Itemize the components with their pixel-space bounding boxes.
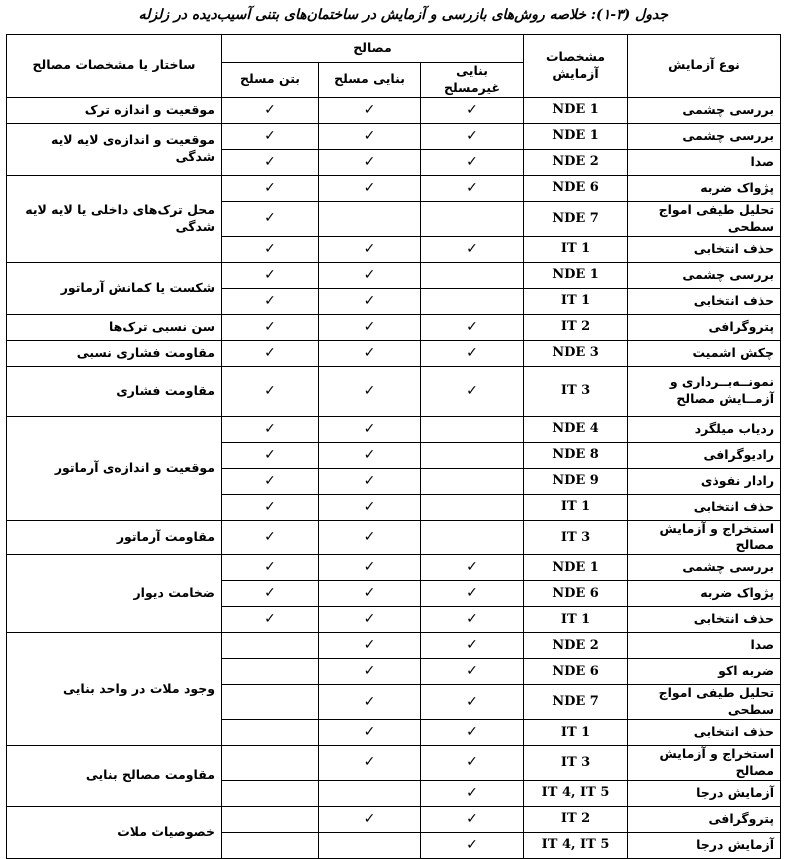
unreinforced-check-cell <box>421 123 524 149</box>
check-icon: ✓ <box>466 836 478 853</box>
table-row <box>7 175 781 201</box>
test-name-cell: بررسی چشمی <box>628 97 781 123</box>
test-spec-cell: NDE 7 <box>524 685 628 720</box>
test-spec-cell: NDE 6 <box>524 581 628 607</box>
test-name-cell: بررسی چشمی <box>628 555 781 581</box>
header-materials: مصالح <box>222 35 524 63</box>
check-icon: ✓ <box>466 559 478 576</box>
concrete-check-cell <box>222 288 319 314</box>
check-icon: ✓ <box>363 292 376 309</box>
check-icon: ✓ <box>264 179 276 196</box>
concrete-check-cell <box>222 581 319 607</box>
concrete-check-cell <box>222 123 319 149</box>
concrete-check-cell <box>222 607 319 633</box>
test-name-cell: تحلیل طیفی امواج سطحی <box>628 685 781 720</box>
test-spec-cell: IT 3 <box>524 746 628 781</box>
test-spec-cell: NDE 6 <box>524 659 628 685</box>
check-icon: ✓ <box>363 637 376 654</box>
test-spec-cell: IT 3 <box>524 520 628 555</box>
check-icon: ✓ <box>466 153 478 170</box>
unreinforced-check-cell <box>421 175 524 201</box>
concrete-check-cell <box>222 314 319 340</box>
test-spec-cell: NDE 1 <box>524 123 628 149</box>
check-icon: ✓ <box>363 153 376 170</box>
check-icon: ✓ <box>264 528 276 545</box>
test-spec-cell: NDE 3 <box>524 340 628 366</box>
test-name-cell: نمونــه‌بــرداری و آزمــایش مصالح <box>628 366 781 416</box>
header-reinforced-masonry: بنایی مسلح <box>319 63 421 98</box>
table-row <box>7 555 781 581</box>
unreinforced-check-cell <box>421 340 524 366</box>
masonry-check-cell <box>319 607 421 633</box>
masonry-check-cell <box>319 416 421 442</box>
check-icon: ✓ <box>363 318 376 335</box>
masonry-check-cell <box>319 314 421 340</box>
check-icon: ✓ <box>466 810 478 827</box>
test-name-cell: استخراج و آزمایش مصالح <box>628 520 781 555</box>
unreinforced-check-cell <box>421 314 524 340</box>
test-name-cell: آزمایش درجا <box>628 832 781 858</box>
check-icon: ✓ <box>363 240 376 257</box>
unreinforced-check-cell <box>421 659 524 685</box>
concrete-check-cell <box>222 720 319 746</box>
property-cell: سن نسبی ترک‌ها <box>7 314 222 340</box>
table-row <box>7 633 781 659</box>
table-row <box>7 340 781 366</box>
masonry-check-cell <box>319 780 421 806</box>
check-icon: ✓ <box>264 498 276 515</box>
property-cell: مقاومت آرماتور <box>7 520 222 555</box>
concrete-check-cell <box>222 746 319 781</box>
concrete-check-cell <box>222 520 319 555</box>
check-icon: ✓ <box>264 240 276 257</box>
test-name-cell: پژواک ضربه <box>628 175 781 201</box>
property-cell: موقعیت و اندازه‌ی لایه لایه شدگی <box>7 123 222 175</box>
check-icon: ✓ <box>466 754 478 771</box>
table-row <box>7 314 781 340</box>
masonry-check-cell <box>319 520 421 555</box>
masonry-check-cell <box>319 659 421 685</box>
test-spec-cell: IT 1 <box>524 288 628 314</box>
check-icon: ✓ <box>466 663 478 680</box>
test-name-cell: حذف انتخابی <box>628 288 781 314</box>
concrete-check-cell <box>222 468 319 494</box>
test-name-cell: پژواک ضربه <box>628 581 781 607</box>
check-icon: ✓ <box>264 318 276 335</box>
test-spec-cell: NDE 8 <box>524 442 628 468</box>
test-spec-cell: IT 3 <box>524 366 628 416</box>
table-row <box>7 520 781 555</box>
test-spec-cell: IT 2 <box>524 806 628 832</box>
check-icon: ✓ <box>264 153 276 170</box>
table-row <box>7 746 781 781</box>
check-icon: ✓ <box>363 724 376 741</box>
property-cell: خصوصیات ملات <box>7 806 222 858</box>
header-property: ساختار یا مشخصات مصالح <box>7 35 222 98</box>
test-name-cell: صدا <box>628 149 781 175</box>
header-unreinforced-masonry: بنایی غیرمسلح <box>421 63 524 98</box>
unreinforced-check-cell <box>421 685 524 720</box>
concrete-check-cell <box>222 685 319 720</box>
check-icon: ✓ <box>466 101 478 118</box>
test-spec-cell: IT 4, IT 5 <box>524 832 628 858</box>
check-icon: ✓ <box>466 382 478 399</box>
unreinforced-check-cell <box>421 806 524 832</box>
masonry-check-cell <box>319 468 421 494</box>
check-icon: ✓ <box>264 420 276 437</box>
check-icon: ✓ <box>466 724 478 741</box>
unreinforced-check-cell <box>421 581 524 607</box>
concrete-check-cell <box>222 236 319 262</box>
test-name-cell: تحلیل طیفی امواج سطحی <box>628 201 781 236</box>
masonry-check-cell <box>319 746 421 781</box>
property-cell: وجود ملات در واحد بنایی <box>7 633 222 746</box>
check-icon: ✓ <box>466 784 478 801</box>
check-icon: ✓ <box>466 127 478 144</box>
concrete-check-cell <box>222 633 319 659</box>
property-cell: مقاومت فشاری <box>7 366 222 416</box>
concrete-check-cell <box>222 832 319 858</box>
check-icon: ✓ <box>264 585 276 602</box>
unreinforced-check-cell <box>421 555 524 581</box>
property-cell: شکست یا کمانش آرماتور <box>7 262 222 314</box>
concrete-check-cell <box>222 340 319 366</box>
test-spec-cell: IT 1 <box>524 720 628 746</box>
check-icon: ✓ <box>363 754 376 771</box>
concrete-check-cell <box>222 659 319 685</box>
check-icon: ✓ <box>363 344 376 361</box>
check-icon: ✓ <box>466 637 478 654</box>
check-icon: ✓ <box>363 382 376 399</box>
check-icon: ✓ <box>363 585 376 602</box>
test-name-cell: رادار نفوذی <box>628 468 781 494</box>
test-name-cell: رادیوگرافی <box>628 442 781 468</box>
check-icon: ✓ <box>264 210 276 227</box>
unreinforced-check-cell <box>421 416 524 442</box>
masonry-check-cell <box>319 581 421 607</box>
test-name-cell: پتروگرافی <box>628 806 781 832</box>
check-icon: ✓ <box>466 179 478 196</box>
check-icon: ✓ <box>466 318 478 335</box>
test-spec-cell: IT 2 <box>524 314 628 340</box>
test-name-cell: بررسی چشمی <box>628 123 781 149</box>
check-icon: ✓ <box>264 559 276 576</box>
test-name-cell: چکش اشمیت <box>628 340 781 366</box>
unreinforced-check-cell <box>421 201 524 236</box>
unreinforced-check-cell <box>421 720 524 746</box>
concrete-check-cell <box>222 262 319 288</box>
concrete-check-cell <box>222 97 319 123</box>
test-name-cell: پتروگرافی <box>628 314 781 340</box>
check-icon: ✓ <box>363 498 376 515</box>
unreinforced-check-cell <box>421 288 524 314</box>
concrete-check-cell <box>222 806 319 832</box>
table-row <box>7 366 781 416</box>
header-test-type: نوع آزمایش <box>628 35 781 98</box>
test-name-cell: استخراج و آزمایش مصالح <box>628 746 781 781</box>
test-spec-cell: NDE 1 <box>524 555 628 581</box>
concrete-check-cell <box>222 494 319 520</box>
check-icon: ✓ <box>264 446 276 463</box>
unreinforced-check-cell <box>421 468 524 494</box>
check-icon: ✓ <box>363 472 376 489</box>
concrete-check-cell <box>222 416 319 442</box>
inspection-methods-table <box>6 34 781 859</box>
unreinforced-check-cell <box>421 746 524 781</box>
check-icon: ✓ <box>264 292 276 309</box>
property-cell: محل ترک‌های داخلی یا لایه لایه شدگی <box>7 175 222 262</box>
test-name-cell: حذف انتخابی <box>628 494 781 520</box>
test-spec-cell: IT 1 <box>524 236 628 262</box>
test-name-cell: ردیاب میلگرد <box>628 416 781 442</box>
unreinforced-check-cell <box>421 442 524 468</box>
unreinforced-check-cell <box>421 366 524 416</box>
test-spec-cell: NDE 2 <box>524 633 628 659</box>
unreinforced-check-cell <box>421 97 524 123</box>
header-reinforced-concrete: بتن مسلح <box>222 63 319 98</box>
property-cell: مقاومت مصالح بنایی <box>7 746 222 807</box>
concrete-check-cell <box>222 780 319 806</box>
check-icon: ✓ <box>466 585 478 602</box>
test-spec-cell: NDE 9 <box>524 468 628 494</box>
check-icon: ✓ <box>264 611 276 628</box>
masonry-check-cell <box>319 175 421 201</box>
check-icon: ✓ <box>466 611 478 628</box>
masonry-check-cell <box>319 97 421 123</box>
test-name-cell: حذف انتخابی <box>628 236 781 262</box>
table-row <box>7 806 781 832</box>
check-icon: ✓ <box>363 693 376 710</box>
table-row <box>7 97 781 123</box>
unreinforced-check-cell <box>421 494 524 520</box>
header-test-spec <box>524 35 628 98</box>
test-name-cell: صدا <box>628 633 781 659</box>
unreinforced-check-cell <box>421 236 524 262</box>
property-cell: مقاومت فشاری نسبی <box>7 340 222 366</box>
check-icon: ✓ <box>466 344 478 361</box>
check-icon: ✓ <box>466 240 478 257</box>
concrete-check-cell <box>222 442 319 468</box>
masonry-check-cell <box>319 366 421 416</box>
test-name-cell: حذف انتخابی <box>628 607 781 633</box>
masonry-check-cell <box>319 288 421 314</box>
check-icon: ✓ <box>363 446 376 463</box>
masonry-check-cell <box>319 806 421 832</box>
property-cell: موقعیت و اندازه ترک <box>7 97 222 123</box>
table-row <box>7 123 781 149</box>
masonry-check-cell <box>319 685 421 720</box>
check-icon: ✓ <box>363 179 376 196</box>
check-icon: ✓ <box>363 127 376 144</box>
masonry-check-cell <box>319 201 421 236</box>
concrete-check-cell <box>222 201 319 236</box>
masonry-check-cell <box>319 340 421 366</box>
test-spec-cell: IT 4, IT 5 <box>524 780 628 806</box>
test-spec-cell: IT 1 <box>524 494 628 520</box>
check-icon: ✓ <box>363 611 376 628</box>
masonry-check-cell <box>319 633 421 659</box>
test-spec-cell: NDE 4 <box>524 416 628 442</box>
unreinforced-check-cell <box>421 149 524 175</box>
masonry-check-cell <box>319 149 421 175</box>
concrete-check-cell <box>222 175 319 201</box>
check-icon: ✓ <box>264 382 276 399</box>
masonry-check-cell <box>319 123 421 149</box>
unreinforced-check-cell <box>421 607 524 633</box>
unreinforced-check-cell <box>421 520 524 555</box>
check-icon: ✓ <box>466 693 478 710</box>
unreinforced-check-cell <box>421 832 524 858</box>
property-cell: ضخامت دیوار <box>7 555 222 633</box>
test-spec-cell: NDE 1 <box>524 262 628 288</box>
masonry-check-cell <box>319 442 421 468</box>
unreinforced-check-cell <box>421 780 524 806</box>
check-icon: ✓ <box>363 266 376 283</box>
masonry-check-cell <box>319 262 421 288</box>
header-spec-line1: مشخصات <box>546 49 606 64</box>
test-name-cell: ضربه اکو <box>628 659 781 685</box>
check-icon: ✓ <box>363 101 376 118</box>
property-cell: موقعیت و اندازه‌ی آرماتور <box>7 416 222 520</box>
check-icon: ✓ <box>264 472 276 489</box>
test-spec-cell: NDE 7 <box>524 201 628 236</box>
check-icon: ✓ <box>363 663 376 680</box>
check-icon: ✓ <box>363 559 376 576</box>
test-spec-cell: IT 1 <box>524 607 628 633</box>
masonry-check-cell <box>319 720 421 746</box>
check-icon: ✓ <box>363 810 376 827</box>
masonry-check-cell <box>319 555 421 581</box>
header-spec-line2: آزمایش <box>552 65 599 81</box>
check-icon: ✓ <box>264 127 276 144</box>
masonry-check-cell <box>319 236 421 262</box>
concrete-check-cell <box>222 366 319 416</box>
table-caption: جدول (۳-۱): خلاصه روش‌های بازرسی و آزمایش در ساختمان‌های بتنی آسیب‌دیده در زلزله <box>138 7 668 23</box>
unreinforced-check-cell <box>421 633 524 659</box>
table-row <box>7 416 781 442</box>
concrete-check-cell <box>222 555 319 581</box>
test-name-cell: حذف انتخابی <box>628 720 781 746</box>
test-spec-cell: NDE 2 <box>524 149 628 175</box>
test-name-cell: بررسی چشمی <box>628 262 781 288</box>
masonry-check-cell <box>319 494 421 520</box>
test-spec-cell: NDE 6 <box>524 175 628 201</box>
concrete-check-cell <box>222 149 319 175</box>
check-icon: ✓ <box>363 420 376 437</box>
check-icon: ✓ <box>264 266 276 283</box>
check-icon: ✓ <box>264 344 276 361</box>
check-icon: ✓ <box>363 528 376 545</box>
test-spec-cell: NDE 1 <box>524 97 628 123</box>
masonry-check-cell <box>319 832 421 858</box>
unreinforced-check-cell <box>421 262 524 288</box>
table-row <box>7 262 781 288</box>
test-name-cell: آزمایش درجا <box>628 780 781 806</box>
check-icon: ✓ <box>264 101 276 118</box>
